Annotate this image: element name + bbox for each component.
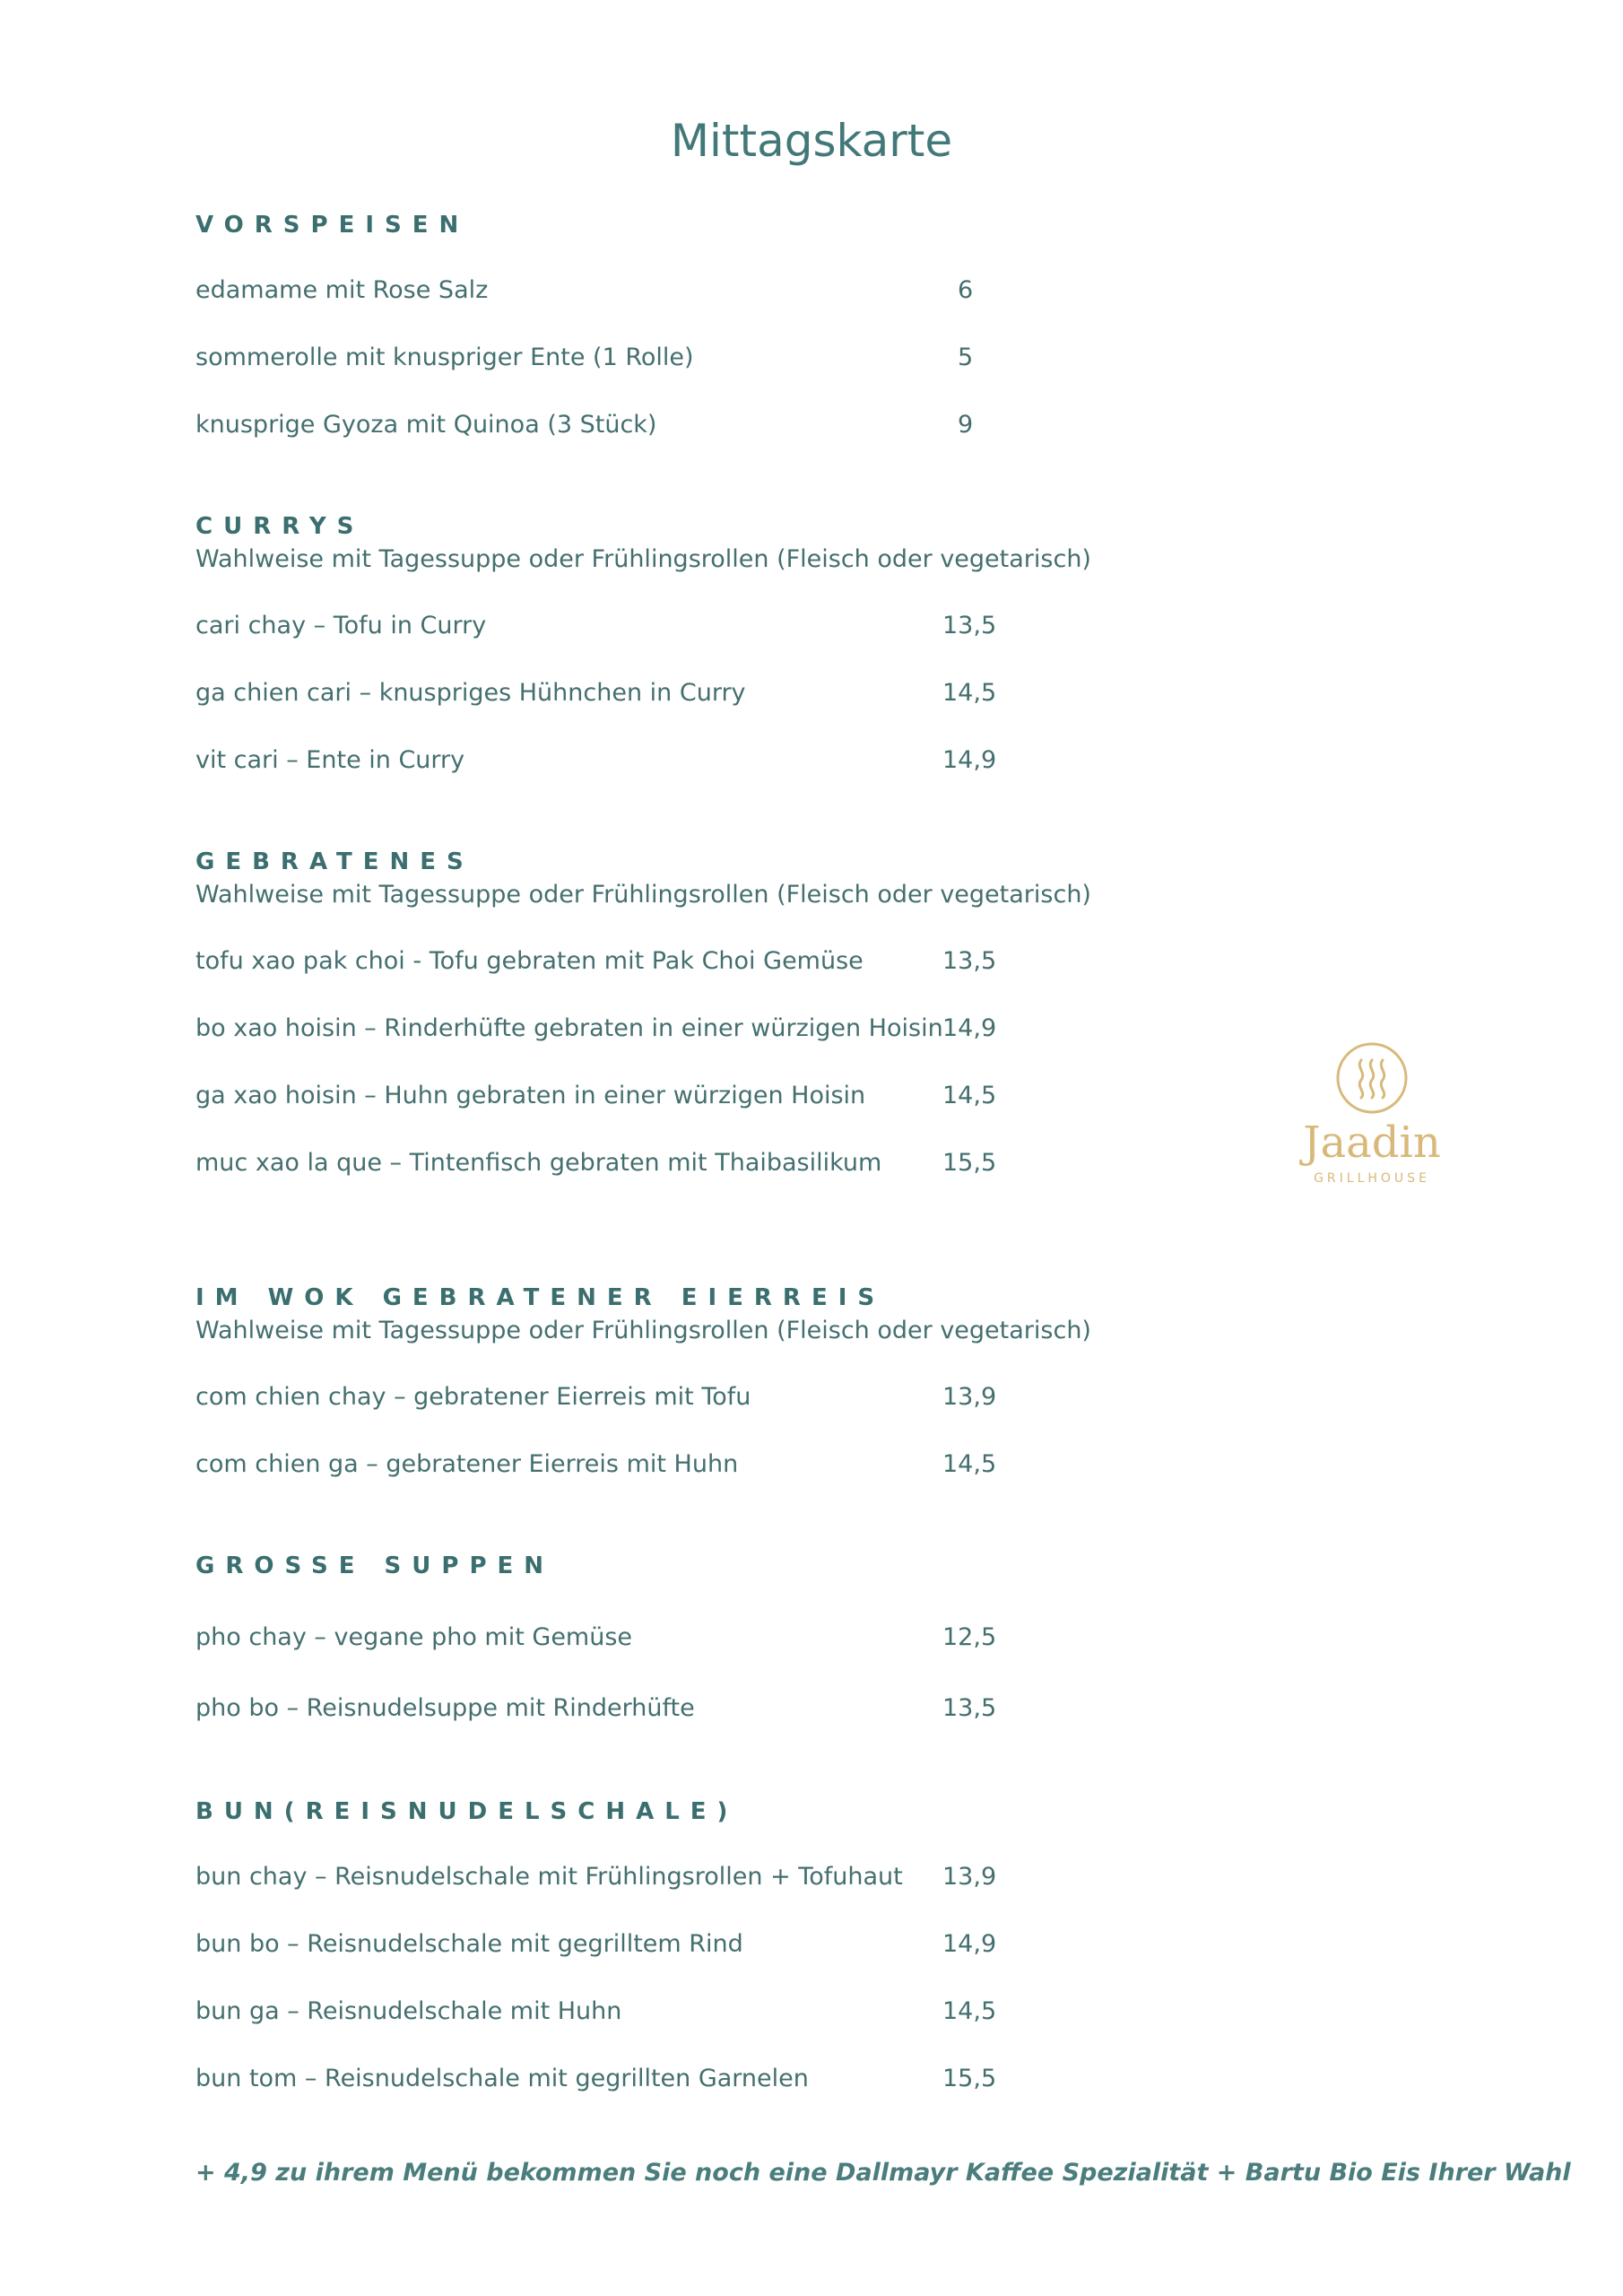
item-price: 14,5 bbox=[942, 1082, 997, 1109]
item-price: 14,9 bbox=[942, 1930, 997, 1958]
item-name: ga chien cari – knuspriges Hühnchen in Curry bbox=[195, 679, 746, 707]
flame-emblem-icon bbox=[1334, 1040, 1410, 1116]
logo-subtitle: GRILLHOUSE bbox=[1314, 1171, 1430, 1186]
item-name: muc xao la que – Tintenfisch gebraten mit Thaibasilikum bbox=[195, 1149, 882, 1177]
item-price: 13,5 bbox=[942, 612, 997, 639]
jaadin-logo bbox=[1300, 1040, 1444, 1202]
item-price: 13,5 bbox=[942, 1694, 997, 1722]
section-heading-suppen: GROSSE SUPPEN bbox=[195, 1552, 555, 1579]
menu-item bbox=[195, 1623, 1002, 1659]
item-price: 14,9 bbox=[942, 1014, 997, 1042]
item-name: bun bo – Reisnudelschale mit gegrilltem Rind bbox=[195, 1930, 743, 1958]
menu-item bbox=[195, 1863, 1002, 1899]
item-price: 12,5 bbox=[942, 1623, 997, 1651]
item-price: 13,9 bbox=[942, 1383, 997, 1411]
menu-item bbox=[195, 1930, 1002, 1966]
item-price: 13,9 bbox=[942, 1863, 997, 1891]
section-heading-vorspeisen: VORSPEISEN bbox=[195, 212, 470, 239]
item-name: pho chay – vegane pho mit Gemüse bbox=[195, 1623, 633, 1651]
item-name: tofu xao pak choi - Tofu gebraten mit Pak Choi Gemüse bbox=[195, 947, 864, 975]
section-subtitle-currys: Wahlweise mit Tagessuppe oder Frühlingsrollen (Fleisch oder vegetarisch) bbox=[195, 545, 1091, 573]
item-name: bun tom – Reisnudelschale mit gegrillten Garnelen bbox=[195, 2065, 809, 2092]
item-name: sommerolle mit knuspriger Ente (1 Rolle) bbox=[195, 344, 694, 371]
item-name: cari chay – Tofu in Curry bbox=[195, 612, 487, 639]
item-name: bo xao hoisin – Rinderhüfte gebraten in einer würzigen Hoisin bbox=[195, 1014, 943, 1042]
menu-item bbox=[195, 679, 1002, 715]
menu-item bbox=[195, 411, 1002, 447]
item-name: com chien ga – gebratener Eierreis mit Huhn bbox=[195, 1450, 739, 1478]
item-price: 5 bbox=[958, 344, 974, 371]
item-price: 14,5 bbox=[942, 1450, 997, 1478]
menu-item bbox=[195, 947, 1002, 983]
footer-note: + 4,9 zu ihrem Menü bekommen Sie noch eine Dallmayr Kaffee Spezialität + Bartu Bio Eis Ihrer Wahl bbox=[195, 2159, 1571, 2187]
section-heading-gebratenes: GEBRATENES bbox=[195, 848, 474, 875]
section-subtitle-eierreis: Wahlweise mit Tagessuppe oder Frühlingsrollen (Fleisch oder vegetarisch) bbox=[195, 1317, 1091, 1344]
section-heading-bun: BUN(REISNUDELSCHALE) bbox=[195, 1798, 739, 1825]
section-subtitle-gebratenes: Wahlweise mit Tagessuppe oder Frühlingsrollen (Fleisch oder vegetarisch) bbox=[195, 881, 1091, 909]
item-price: 6 bbox=[958, 276, 974, 304]
item-price: 14,5 bbox=[942, 1997, 997, 2025]
item-price: 13,5 bbox=[942, 947, 997, 975]
menu-item bbox=[195, 1082, 1002, 1118]
item-name: knusprige Gyoza mit Quinoa (3 Stück) bbox=[195, 411, 657, 439]
menu-item bbox=[195, 1694, 1002, 1730]
menu-item bbox=[195, 1014, 1002, 1050]
item-name: ga xao hoisin – Huhn gebraten in einer würzigen Hoisin bbox=[195, 1082, 866, 1109]
section-heading-currys: CURRYS bbox=[195, 513, 365, 540]
menu-item bbox=[195, 1383, 1002, 1419]
page-title: Mittagskarte bbox=[670, 115, 953, 167]
menu-item bbox=[195, 612, 1002, 648]
item-price: 15,5 bbox=[942, 2065, 997, 2092]
item-price: 15,5 bbox=[942, 1149, 997, 1177]
item-name: vit cari – Ente in Curry bbox=[195, 746, 465, 774]
item-name: pho bo – Reisnudelsuppe mit Rinderhüfte bbox=[195, 1694, 695, 1722]
menu-item bbox=[195, 276, 1002, 312]
item-name: bun ga – Reisnudelschale mit Huhn bbox=[195, 1997, 622, 2025]
item-price: 14,9 bbox=[942, 746, 997, 774]
menu-item bbox=[195, 344, 1002, 379]
item-name: bun chay – Reisnudelschale mit Frühlingsrollen + Tofuhaut bbox=[195, 1863, 903, 1891]
item-name: edamame mit Rose Salz bbox=[195, 276, 489, 304]
menu-item bbox=[195, 1997, 1002, 2033]
item-name: com chien chay – gebratener Eierreis mit Tofu bbox=[195, 1383, 751, 1411]
menu-item bbox=[195, 2065, 1002, 2100]
item-price: 9 bbox=[958, 411, 974, 439]
logo-name: Jaadin bbox=[1303, 1118, 1441, 1168]
menu-item bbox=[195, 1450, 1002, 1486]
menu-item bbox=[195, 1149, 1002, 1185]
menu-item bbox=[195, 746, 1002, 782]
section-heading-eierreis: IM WOK GEBRATENER EIERREIS bbox=[195, 1284, 886, 1311]
item-price: 14,5 bbox=[942, 679, 997, 707]
